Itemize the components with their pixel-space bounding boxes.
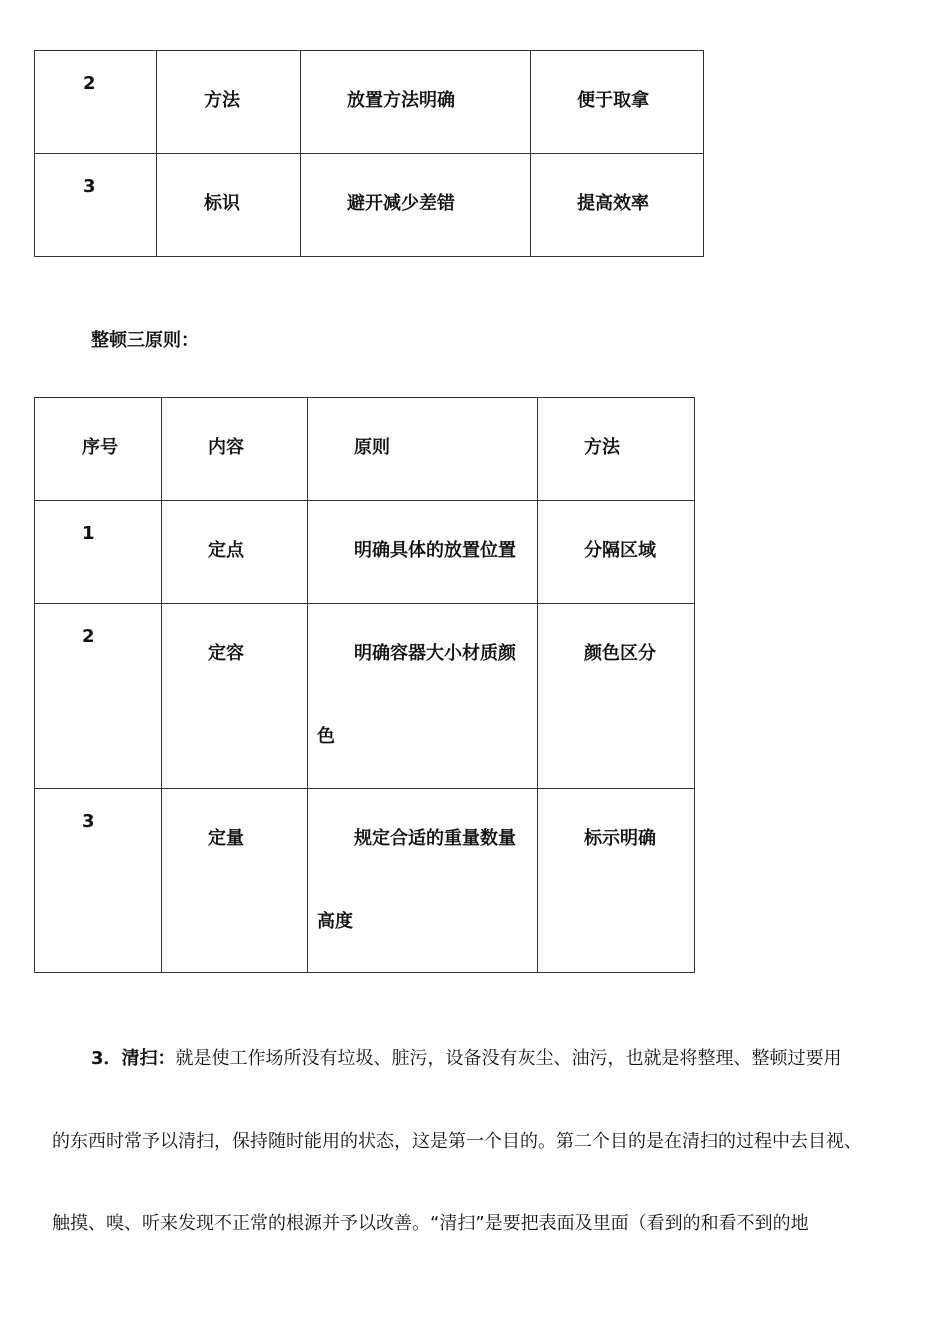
row-content: 定点 bbox=[208, 540, 244, 561]
principles-table-continued bbox=[34, 50, 704, 257]
header-content: 内容 bbox=[208, 437, 244, 458]
paragraph-line-1 bbox=[91, 1044, 842, 1070]
header-method: 方法 bbox=[584, 437, 620, 458]
row-item: 方法 bbox=[204, 90, 240, 111]
three-principles-table bbox=[34, 397, 695, 973]
header-number: 序号 bbox=[82, 437, 118, 458]
row-effect: 便于取拿 bbox=[577, 90, 649, 111]
row-method: 颜色区分 bbox=[584, 643, 656, 664]
table-row bbox=[35, 154, 704, 257]
row-number: 3 bbox=[83, 176, 96, 197]
row-principle-line2: 高度 bbox=[317, 911, 353, 932]
row-principle-line2: 色 bbox=[317, 726, 335, 747]
table-row bbox=[35, 501, 695, 604]
row-principle: 明确具体的放置位置 bbox=[354, 540, 516, 561]
paragraph-line-2: 的东西时常予以清扫，保持随时能用的状态，这是第一个目的。第二个目的是在清扫的过程中去目视、 bbox=[52, 1131, 862, 1152]
header-principle: 原则 bbox=[354, 437, 390, 458]
row-number: 3 bbox=[82, 811, 95, 832]
table-row bbox=[35, 604, 695, 789]
table-header-row bbox=[35, 398, 695, 501]
row-effect: 提高效率 bbox=[577, 193, 649, 214]
row-method: 标示明确 bbox=[584, 828, 656, 849]
row-item: 标识 bbox=[204, 193, 240, 214]
row-content: 定量 bbox=[208, 828, 244, 849]
table-row bbox=[35, 51, 704, 154]
table-row bbox=[35, 789, 695, 973]
row-principle-line1: 明确容器大小材质颜 bbox=[354, 643, 516, 664]
row-method: 分隔区域 bbox=[584, 540, 656, 561]
row-number: 2 bbox=[82, 626, 95, 647]
section-label: 3．清扫： bbox=[91, 1048, 176, 1069]
row-content: 定容 bbox=[208, 643, 244, 664]
row-description: 放置方法明确 bbox=[347, 90, 455, 111]
row-number: 2 bbox=[83, 73, 96, 94]
row-principle-line1: 规定合适的重量数量 bbox=[354, 828, 516, 849]
row-number: 1 bbox=[82, 523, 95, 544]
section-heading: 整顿三原则： bbox=[91, 330, 199, 351]
paragraph-line-3: 触摸、嗅、听来发现不正常的根源并予以改善。“清扫”是要把表面及里面（看到的和看不到的地 bbox=[52, 1213, 809, 1234]
paragraph-text: 就是使工作场所没有垃圾、脏污，设备没有灰尘、油污，也就是将整理、整顿过要用 bbox=[175, 1048, 842, 1069]
row-description: 避开减少差错 bbox=[347, 193, 455, 214]
